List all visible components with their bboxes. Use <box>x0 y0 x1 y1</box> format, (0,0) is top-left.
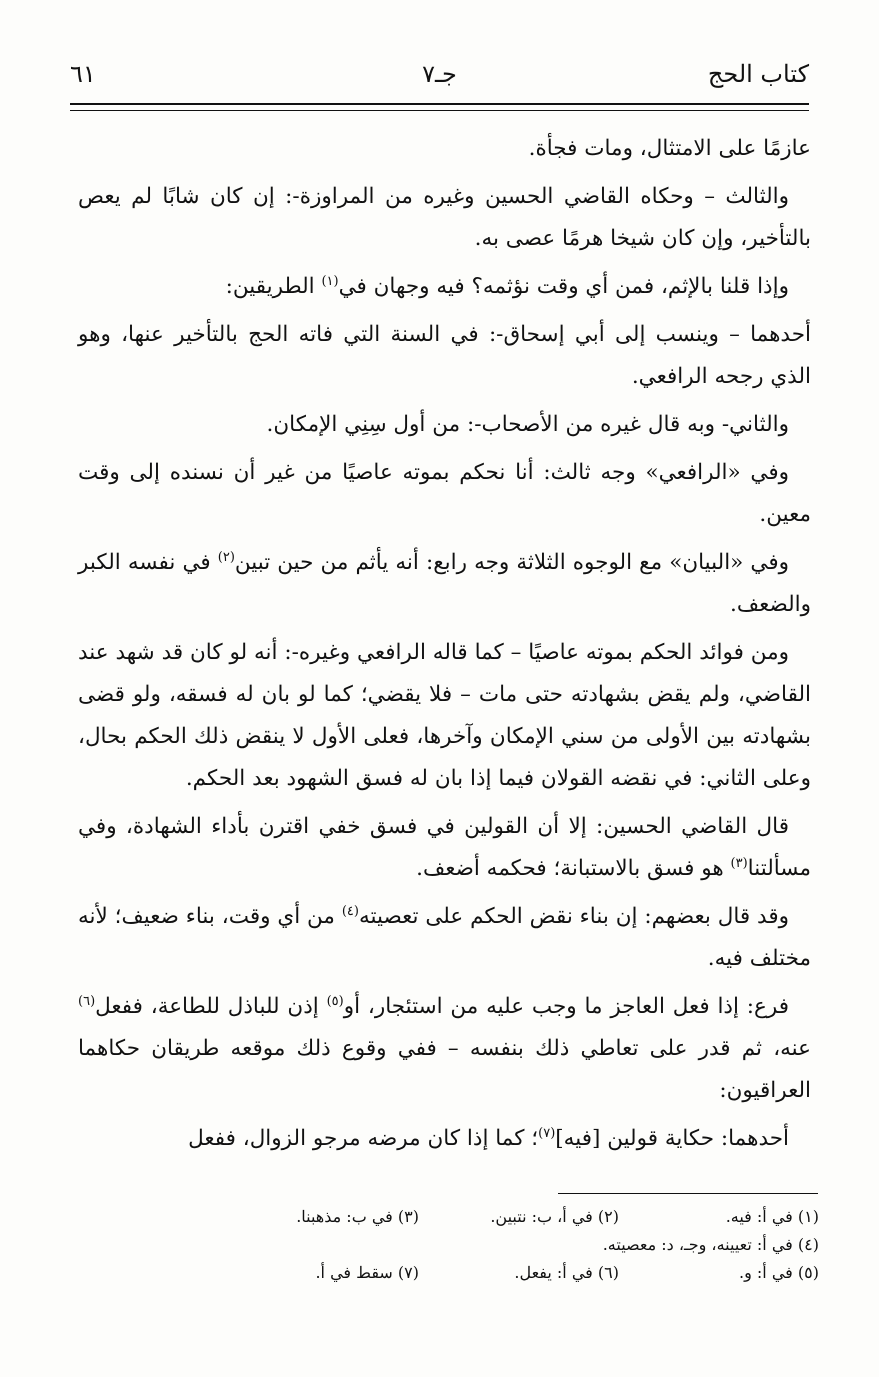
footnote-marker: (٤) <box>341 903 359 919</box>
paragraph: فرع: إذا فعل العاجز ما وجب عليه من استئجار، أو$^{(٥)}$ إذن للباذل للطاعة، ففعل$^{(٦)}$ عنه، ثم قدر على تعاطي ذلك بنفسه – ففي وقوع ذلك موقعه طريقان حكاهما العراقيون: <box>78 993 811 1103</box>
footnote: (٤) في أ: تعيينه، وجـ، د: معصيته. <box>602 1235 819 1254</box>
footnote-marker: (٣) <box>730 855 748 871</box>
footnote-marker: (٧) <box>538 1125 556 1141</box>
paragraph: وفي «البيان» مع الوجوه الثلاثة وجه رابع: أنه يأثم من حين تبين$^{(٢)}$ في نفسه الكبر والضعف. <box>78 549 811 617</box>
paragraph: وفي «الرافعي» وجه ثالث: أنا نحكم بموته عاصيًا من غير أن نسنده إلى وقت معين. <box>78 460 811 527</box>
footnote-marker: (٦) <box>78 993 96 1009</box>
footnote-row <box>70 1231 819 1259</box>
paragraph: وإذا قلنا بالإثم، فمن أي وقت نؤثمه؟ فيه وجهان في$^{(١)}$ الطريقين: <box>225 273 789 299</box>
footnote-row <box>70 1203 819 1231</box>
footnote-rule <box>558 1193 818 1194</box>
running-header <box>70 60 809 96</box>
paragraph: والثاني- وبه قال غيره من الأصحاب-: من أول سِنِي الإمكان. <box>266 412 789 437</box>
footnote-marker: (١) <box>321 273 339 289</box>
footnote-row <box>70 1259 819 1287</box>
footnote: (٧) سقط في أ. <box>315 1263 419 1282</box>
paragraph: ومن فوائد الحكم بموته عاصيًا – كما قاله الرافعي وغيره-: أنه لو كان قد شهد عند القاضي، ولم يقض بشهادته حتى مات – فلا يقضي؛ كما لو بان له فسقه، ولو قضى بشهادته بين الأولى من سني الإمكان وآخرها، فعلى الأول لا ينقض ذلك الحكم بحال، وعلى الثاني: في نقضه القولان فيما إذا بان له فسق الشهود بعد الحكم. <box>78 640 811 791</box>
volume-label: جـ٧ <box>422 60 457 88</box>
paragraph: والثالث – وحكاه القاضي الحسين وغيره من المراوزة-: إن كان شابًا لم يعص بالتأخير، وإن كان شيخا هرمًا عصى به. <box>78 184 811 251</box>
footnote-marker: (٢) <box>217 549 235 565</box>
paragraph: أحدهما: حكاية قولين [فيه]$^{(٧)}$؛ كما إذا كان مرضه مرجو الزوال، ففعل <box>188 1125 789 1151</box>
header-rule-thin <box>70 110 809 111</box>
body-text <box>78 128 811 1166</box>
paragraph: وقد قال بعضهم: إن بناء نقض الحكم على تعصيته$^{(٤)}$ من أي وقت، بناء ضعيف؛ لأنه مختلف فيه. <box>78 903 811 971</box>
footnote: (١) في أ: فيه. <box>725 1207 819 1226</box>
paragraph: قال القاضي الحسين: إلا أن القولين في فسق خفي اقترن بأداء الشهادة، وفي مسألتنا$^{(٣)}$ هو فسق بالاستبانة؛ فحكمه أضعف. <box>78 814 811 881</box>
footnote: (٥) في أ: و. <box>739 1263 819 1282</box>
footnote: (٢) في أ، ب: نتبين. <box>490 1207 619 1226</box>
book-title: كتاب الحج <box>707 60 809 88</box>
page-number: ٦١ <box>70 60 96 88</box>
footnotes <box>70 1203 819 1287</box>
paragraph: عازمًا على الامتثال، ومات فجأة. <box>528 136 811 161</box>
paragraph: أحدهما – وينسب إلى أبي إسحاق-: في السنة التي فاته الحج بالتأخير عنها، وهو الذي رجحه الرافعي. <box>78 322 811 389</box>
header-rule-thick <box>70 103 809 105</box>
footnote-marker: (٥) <box>326 993 344 1009</box>
footnote: (٣) في ب: مذهبنا. <box>296 1207 419 1226</box>
footnote: (٦) في أ: يفعل. <box>514 1263 619 1282</box>
